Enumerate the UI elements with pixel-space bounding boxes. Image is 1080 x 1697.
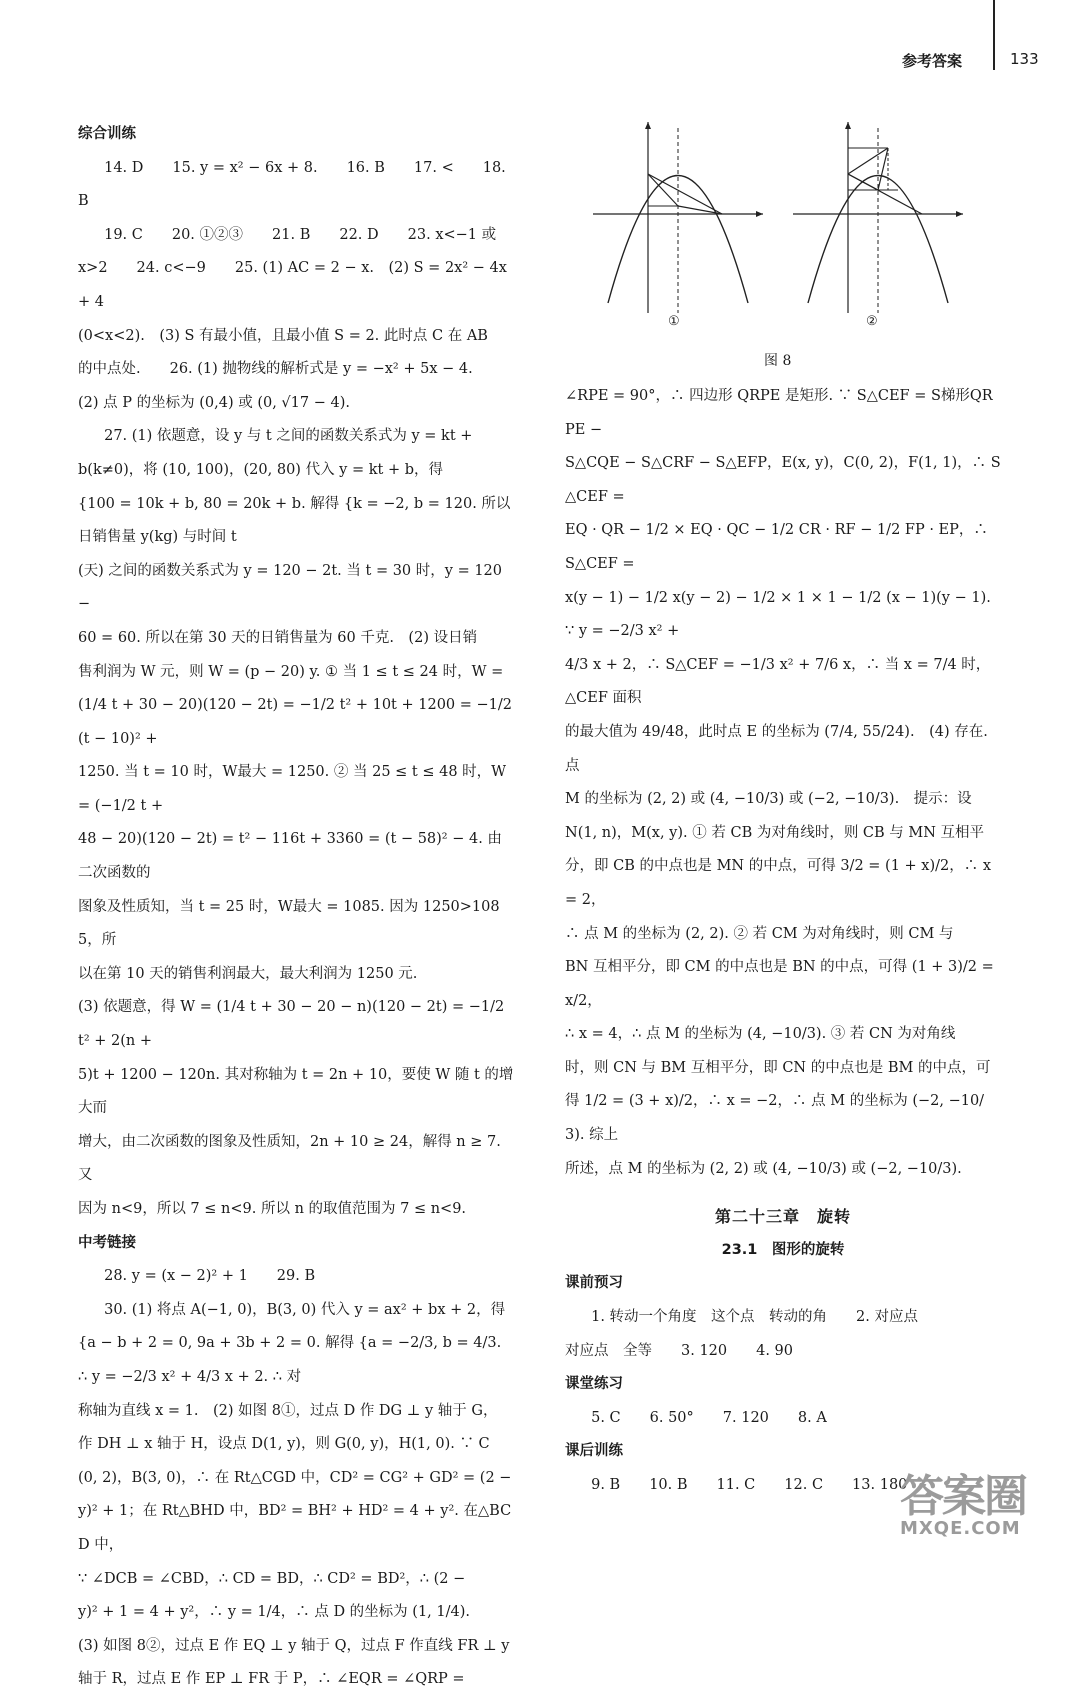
header-title: 参考答案 [902,52,963,70]
right-line: 9. B 10. B 11. C 12. C 13. 180 [591,1477,908,1493]
left-line: y)² + 1；在 Rt△BHD 中，BD² = BH² + HD² = 4 + y². 在△BCD 中， [78,1503,512,1553]
left-line: x>2 24. c<−9 25. (1) AC = 2 − x. (2) S = 2x² − 4x + 4 [78,260,507,310]
left-line: (2) 点 P 的坐标为 (0,4) 或 (0, √17 − 4). [78,394,350,411]
left-line: ∵ ∠DCB = ∠CBD，∴ CD = BD，∴ CD² = BD²，∴ (2 − [78,1570,466,1587]
right-line: 课前预习 [565,1275,623,1292]
left-line: 图象及性质知，当 t = 25 时，W最大 = 1085. 因为 1250>1085，所 [78,898,500,949]
left-line: (0<x<2). (3) S 有最小值，且最小值 S = 2. 此时点 C 在 AB [78,327,488,344]
watermark-url: MXQE.COM [900,1518,1021,1539]
right-line: 课堂练习 [565,1376,623,1393]
left-line: {a − b + 2 = 0, 9a + 3b + 2 = 0. 解得 {a = −2/3, b = 4/3. ∴ y = −2/3 x² + 4/3 x + 2. ∴ 对 [78,1335,502,1385]
left-line: (3) 依题意，得 W = (1/4 t + 30 − 20 − n)(120 − 2t) = −1/2 t² + 2(n + [78,999,505,1050]
right-line: 的最大值为 49/48，此时点 E 的坐标为 (7/4, 55/24). (4) 存在. 点 [565,723,988,774]
right-line: M 的坐标为 (2, 2) 或 (4, −10/3) 或 (−2, −10/3). 提示：设 [565,791,972,808]
page-number: 133 [1010,50,1039,68]
right-line: 1. 转动一个角度 这个点 转动的角 2. 对应点 [591,1309,918,1326]
left-line: 48 − 20)(120 − 2t) = t² − 116t + 3360 = (t − 58)² − 4. 由二次函数的 [78,831,502,882]
figure-8-sub1: ① [668,314,680,329]
left-line: 60 = 60. 所以在第 30 天的日销售量为 60 千克. (2) 设日销 [78,629,478,646]
figure-8-graph-2 [788,118,968,318]
right-line: BN 互相平分，即 CM 的中点也是 BN 的中点，可得 (1 + 3)/2 = x/2， [565,959,994,1009]
right-line: S△CQE − S△CRF − S△EFP，E(x, y)，C(0, 2)，F(1, 1)，∴ S△CEF = [565,455,1001,505]
right-line: x(y − 1) − 1/2 x(y − 2) − 1/2 × 1 × 1 − 1/2 (x − 1)(y − 1). ∵ y = −2/3 x² + [565,589,991,640]
left-line: 14. D 15. y = x² − 6x + 8. 16. B 17. < 18. B [78,159,506,210]
left-line: 综合训练 [78,126,136,142]
left-line: 称轴为直线 x = 1. (2) 如图 8①，过点 D 作 DG ⊥ y 轴于 G， [78,1402,498,1419]
left-line: 30. (1) 将点 A(−1, 0)，B(3, 0) 代入 y = ax² + bx + 2，得 [104,1301,506,1318]
left-line: 19. C 20. ①②③ 21. B 22. D 23. x<−1 或 [104,226,497,243]
left-line: {100 = 10k + b, 80 = 20k + b. 解得 {k = −2, b = 120. 所以日销售量 y(kg) 与时间 t [78,495,511,546]
right-line: 5. C 6. 50° 7. 120 8. A [591,1409,827,1426]
right-line: 4/3 x + 2，∴ S△CEF = −1/3 x² + 7/6 x，∴ 当 x = 7/4 时，△CEF 面积 [565,656,991,707]
left-column [78,118,514,1697]
header-divider [993,0,995,70]
page-header [0,40,1080,80]
left-line: 增大，由二次函数的图象及性质知，2n + 10 ≥ 24，解得 n ≥ 7. 又 [78,1133,501,1184]
right-line: 得 1/2 = (3 + x)/2，∴ x = −2，∴ 点 M 的坐标为 (−2, −10/3). 综上 [565,1093,985,1144]
left-line: (天) 之间的函数关系式为 y = 120 − 2t. 当 t = 30 时，y = 120 − [78,562,503,613]
right-line: 课后训练 [565,1443,623,1460]
left-line: 作 DH ⊥ x 轴于 H，设点 D(1, y)，则 G(0, y)，H(1, 0). ∵ C [78,1436,490,1453]
left-line: (3) 如图 8②，过点 E 作 EQ ⊥ y 轴于 Q，过点 F 作直线 FR ⊥ y [78,1637,510,1654]
left-line: 中考链接 [78,1234,136,1251]
left-line: 28. y = (x − 2)² + 1 29. B [104,1268,316,1285]
left-line: (1/4 t + 30 − 20)(120 − 2t) = −1/2 t² + 10t + 1200 = −1/2 (t − 10)² + [78,697,513,747]
right-line: 23.1 图形的旋转 [721,1241,845,1258]
left-line: 售利润为 W 元，则 W = (p − 20) y. ① 当 1 ≤ t ≤ 24 时，W = [78,663,504,680]
figure-8-sub2: ② [866,314,878,329]
right-line: EQ · QR − 1/2 × EQ · QC − 1/2 CR · RF − 1/2 FP · EP，∴ S△CEF = [565,522,988,572]
right-line: ∴ 点 M 的坐标为 (2, 2). ② 若 CM 为对角线时，则 CM 与 [565,925,954,942]
left-line: 因为 n<9，所以 7 ≤ n<9. 所以 n 的取值范围为 7 ≤ n<9. [78,1201,467,1217]
watermark-text: 答案圈 [900,1471,1026,1522]
right-line [565,1186,1001,1200]
left-line: 5)t + 1200 − 120n. 其对称轴为 t = 2n + 10，要使 W 随 t 的增大而 [78,1066,514,1117]
left-line: 27. (1) 依题意，设 y 与 t 之间的函数关系式为 y = kt + [104,428,473,445]
figure-8-caption: 图 8 [764,353,792,369]
left-line: 的中点处. 26. (1) 抛物线的解析式是 y = −x² + 5x − 4. [78,361,473,378]
figure-8 [588,118,988,378]
left-line: 1250. 当 t = 10 时，W最大 = 1250. ② 当 25 ≤ t ≤ 48 时，W = (−1/2 t + [78,764,507,814]
watermark-logo [900,1460,1026,1539]
right-line: 第二十三章 旋转 [714,1207,851,1227]
right-line: 时，则 CN 与 BM 互相平分，即 CN 的中点也是 BM 的中点，可 [565,1059,991,1076]
left-line: 以在第 10 天的销售利润最大，最大利润为 1250 元. [78,965,418,982]
right-line: ∴ x = 4，∴ 点 M 的坐标为 (4, −10/3). ③ 若 CN 为对角线 [565,1026,956,1043]
right-line: 所述，点 M 的坐标为 (2, 2) 或 (4, −10/3) 或 (−2, −10/3). [565,1160,962,1177]
left-line: b(k≠0)，将 (10, 100)，(20, 80) 代入 y = kt + b，得 [78,461,443,478]
right-line: 对应点 全等 3. 120 4. 90 [565,1342,794,1359]
left-line: (0, 2)，B(3, 0)，∴ 在 Rt△CGD 中，CD² = CG² + GD² = (2 − [78,1469,512,1486]
right-column [565,380,1001,1503]
left-line: y)² + 1 = 4 + y²，∴ y = 1/4，∴ 点 D 的坐标为 (1, 1/4). [78,1604,470,1621]
right-line: N(1, n)，M(x, y). ① 若 CB 为对角线时，则 CB 与 MN 互相平 [565,824,985,841]
left-line: 轴于 R，过点 E 作 EP ⊥ FR 于 P，∴ ∠EQR = ∠QRP = [78,1671,465,1688]
figure-8-graph-1 [588,118,768,318]
right-line: 分，即 CB 的中点也是 MN 的中点，可得 3/2 = (1 + x)/2，∴ x = 2， [565,858,992,908]
right-line: ∠RPE = 90°，∴ 四边形 QRPE 是矩形. ∵ S△CEF = S梯形QRPE − [565,388,993,438]
